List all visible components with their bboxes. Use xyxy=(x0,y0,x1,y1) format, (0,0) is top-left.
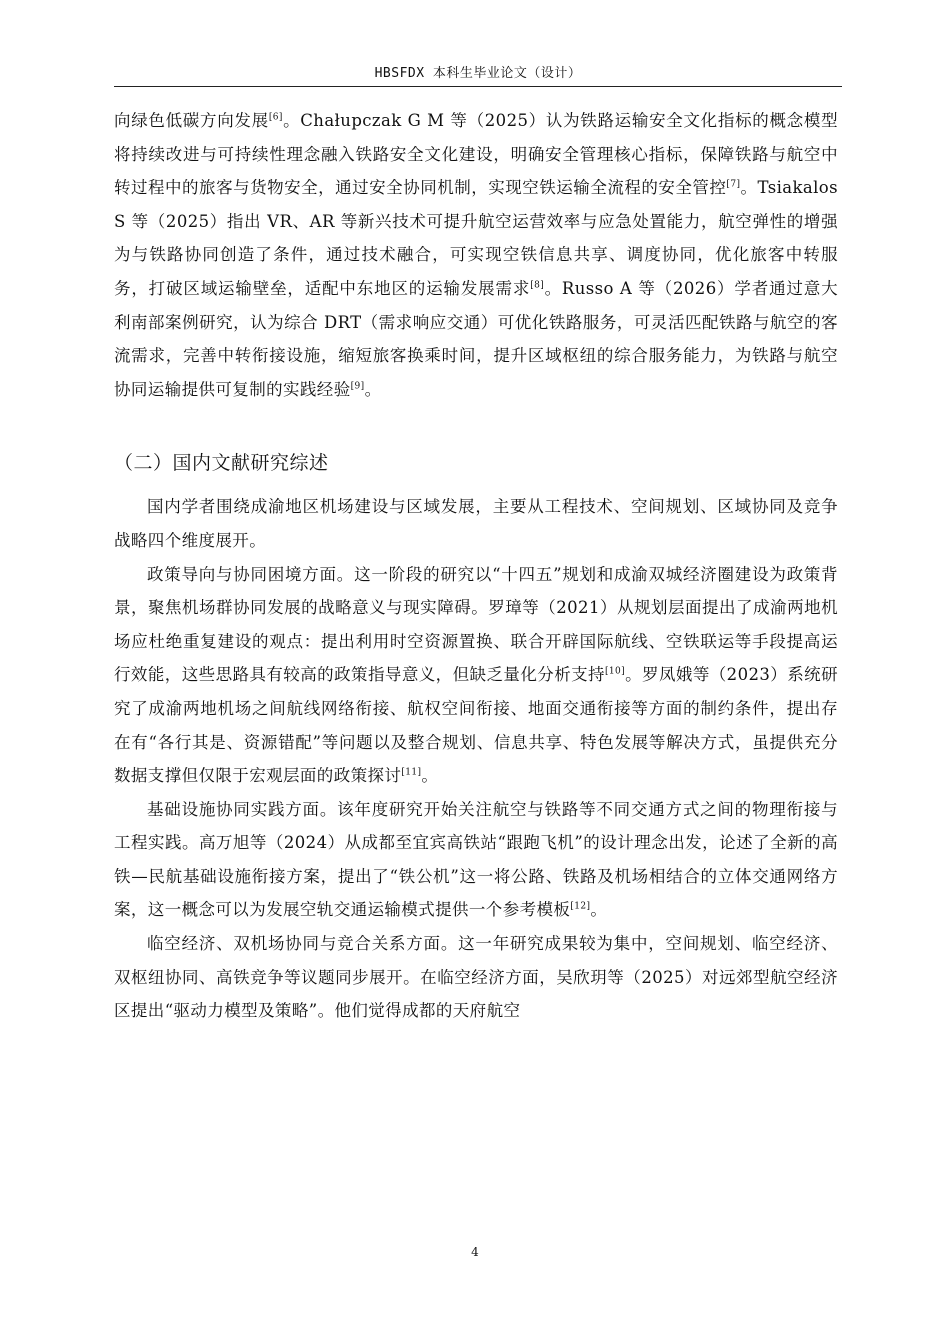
page-header: HBSFDX 本科生毕业论文（设计） xyxy=(374,66,582,81)
citation-ref: [6] xyxy=(268,112,283,123)
text-run: 。 xyxy=(590,900,608,920)
paragraph-domestic-overview xyxy=(114,490,838,557)
text-run: 向绿色低碳方向发展 xyxy=(114,111,269,130)
citation-ref: [10] xyxy=(604,666,626,677)
text-run: 政策导向与协同困境方面。这一阶段的研究以“十四五”规划和成渝双城经济圈建设为政策背景，聚焦机场群协同发展的战略意义与现实障碍。罗璋等（2021）从规划层面提出了成渝两地机场应杜绝重复建设的观点：提出利用时空资源置换、联合开辟国际航线、空铁联运等手段提高运行效能，这些思路具有较高的政策指导意义，但缺乏量化分析支持 xyxy=(114,564,838,685)
text-run: 。罗凤娥等（2023）系统研究了成渝两地机场之间航线网络衔接、航权空间衔接、地面交通衔接等方面的制约条件，提出存在有“各行其是、资源错配”等问题以及整合规划、信息共享、特色发展等解决方式，虽提供充分数据支撑但仅限于宏观层面的政策探讨 xyxy=(114,665,838,786)
header-rule xyxy=(114,86,842,87)
citation-ref: [8] xyxy=(530,280,545,291)
text-run: 。Tsiakalos S 等（2025）指出 VR、AR 等新兴技术可提升航空运营效率与应急处置能力，航空弹性的增强为与铁路协同创造了条件，通过技术融合，可实现空铁信息共享、调度协同，优化旅客中转服务，打破区域运输壁垒，适配中东地区的运输发展需求 xyxy=(114,178,838,298)
text-run: 。 xyxy=(421,766,439,786)
citation-ref: [7] xyxy=(726,179,741,190)
page-number: 4 xyxy=(471,1245,479,1259)
text-run: 基础设施协同实践方面。该年度研究开始关注航空与铁路等不同交通方式之间的物理衔接与工程实践。高万旭等（2024）从成都至宜宾高铁站“跟跑飞机”的设计理念出发，论述了全新的高铁—民航基础设施衔接方案，提出了“铁公机”这一将公路、铁路及机场相结合的立体交通网络方案，这一概念可以为发展空轨交通运输模式提供一个参考模板 xyxy=(114,799,838,920)
text-run: 。Russo A 等（2026）学者通过意大利南部案例研究，认为综合 DRT（需求响应交通）可优化铁路服务，可灵活匹配铁路与航空的客流需求，完善中转衔接设施，缩短旅客换乘时间，提升区域枢纽的综合服务能力，为铁路与航空协同运输提供可复制的实践经验 xyxy=(114,278,838,399)
citation-ref: [11] xyxy=(401,767,422,778)
paragraph-infrastructure xyxy=(114,793,838,927)
citation-ref: [9] xyxy=(350,381,365,392)
text-run: 临空经济、双机场协同与竞合关系方面。这一年研究成果较为集中，空间规划、临空经济、双枢纽协同、高铁竞争等议题同步展开。在临空经济方面，吴欣玥等（2025）对远郊型航空经济区提出“驱动力模型及策略”。他们觉得成都的天府航空 xyxy=(114,934,838,1021)
citation-ref: [12] xyxy=(570,901,591,912)
paragraph-airport-economy xyxy=(114,927,838,1028)
text-run: 。 xyxy=(364,379,382,399)
text-run: 。Chałupczak G M 等（2025）认为铁路运输安全文化指标的概念模型将持续改进与可持续性理念融入铁路安全文化建设，明确安全管理核心指标，保障铁路与航空中转过程中的旅客与货物安全，通过安全协同机制，实现空铁运输全流程的安全管控 xyxy=(114,111,838,198)
text-run: 国内学者围绕成渝地区机场建设与区域发展，主要从工程技术、空间规划、区域协同及竞争战略四个维度展开。 xyxy=(114,497,838,550)
paragraph-policy-guidance xyxy=(114,558,838,793)
paragraph-foreign-literature-continued xyxy=(114,104,838,406)
section-heading-domestic-literature: （二）国内文献研究综述 xyxy=(114,452,329,475)
page-body xyxy=(114,104,838,1028)
